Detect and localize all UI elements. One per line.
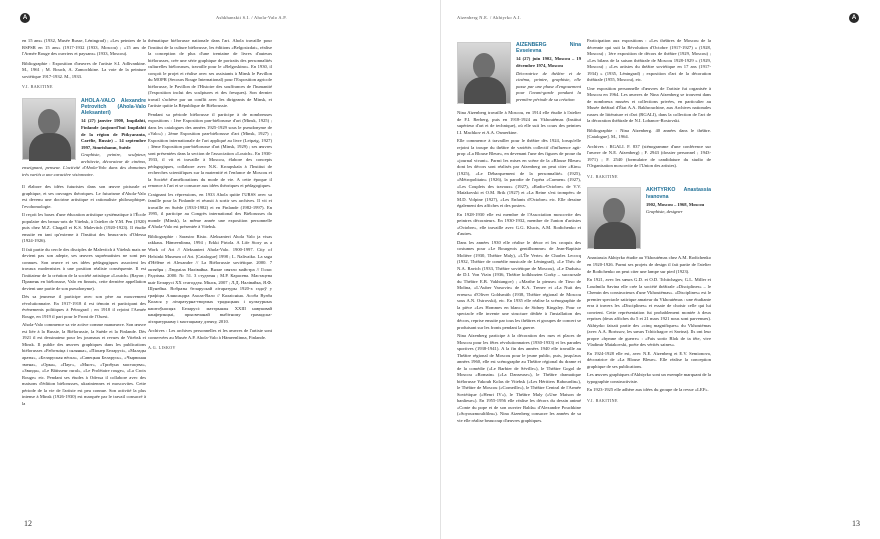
entry-dates: 14 (27) juin 1902, Moscou – 19 décembre 1974, Moscou [516, 56, 581, 68]
right-page [440, 0, 880, 539]
running-header: Ashkhanskii S.I. / Ahola-Valo A.P. [216, 15, 287, 20]
paragraph: thématique biélorusse nationale dans l'art. Ahola travaille pour l'institut de la culture biélorusse, les éditions «Belgosizdat», réalise la conception de plus d'une trentaine de livres d'auteurs biélorusses, crée une série graphique de portraits des personnalités culturelles biélorusses, travaille pour le «Belgoskino». En 1930, il conçoit le projet et réalise avec ses assistants à Minsk le Pavillon du MOPR (Secours Rouge International) pour l'Exposition agricole biélorusse, le Pavillon de l'Histoire des souffrances de l'humanité (l'exposition inclut des sculptures et des fresques). Son dernier travail s'achève par un conflit avec les dirigeants de Minsk, et l'artiste quitte la République de Biélorussie. [148, 38, 272, 109]
archives: Archives : RGALI. F. 837 (sténogramme d'une conférence sur l'œuvre de N.E. Aïzenberg) ; F. 2943 (dossier personnel ; 1943-1971) ; F. 2540 (formulaire de candidature du studio de l'Organisation moscovite de l'Union des artistes). [587, 143, 711, 169]
entry-name: AKHTYRKO Anastassia Ivanovna [646, 187, 711, 200]
paragraph: Il reçoit les bases d'une éducation artistique systématique à l'École populaire des beaux-arts de Vitebsk, à l'atelier de Y.M. Pen (1920) puis chez M.Z. Chagall et K.S. Malevitch (1920-1923). Il étudie ensuite en tant qu'externe à l'Institut des beaux-arts d'Odessa (1924-1926). [22, 212, 146, 244]
paragraph: en 15 ans» (1932, Musée Russe, Léningrad) ; «Les peintres de la RSFSR en 15 ans» (1917-1932 (1933, Moscou) ; «15 ans de l'Armée Rouge des ouvriers et paysans» (1933, Moscou). [22, 38, 146, 57]
letter-badge: A [20, 13, 30, 23]
page-number: 13 [852, 518, 860, 528]
entry-header [587, 187, 711, 249]
paragraph: Pendant sa période biélorusse il participe à de nombreuses expositions : 1ère Exposition pan-biélorusse d'art (Minsk, 1925) ; dans les catalogues des années 1925-1929 sous le pseudonyme de «Valo») ; 2ème Exposition pan-biélorusse d'art (Minsk, 1927) ; Exposition internationale de l'art appliqué au livre (Leipzig, 1927) ; 3ème Exposition pan-biélorusse d'art (Minsk, 1929) ; ses œuvres sont présentées dans la section de l'association «Loutch». En 1930-1933, il vit et travaille à Moscou, élabore des concepts pédagogiques, collabore avec N.K. Kroupskaïa à l'Institut de recherches scientifiques sur la maternité et l'enfance de Moscou et la Société d'améliorations du mode de vie. A cette époque il renonce à l'art et se consacre aux idées théoriques et pédagogiques. [148, 111, 272, 189]
author-signature: V.I. RAKITINE [587, 397, 618, 403]
paragraph: En 1928-1930 elle est membre de l'Association moscovite des peintres décorateurs. En 1930-1932, membre de l'union d'artistes «Octobre», elle travaille avec G.G. Klucis, A.M. Rodtchenko et d'autres. [457, 211, 581, 237]
entry-dates: 1902, Moscou – 1968, Moscou [646, 201, 705, 207]
letter-badge: A [849, 13, 859, 23]
paragraph: Dans les années 1930 elle réalise le décor et les croquis des costumes pour «Le Bourgeois gentilhomme» de Jean-Baptiste Molière (1930, Théâtre Maly), «L'Île Verte» de Charles Lecocq (1932, Théâtre de comédie musicale de Léningrad), «Le Thé» de N.A. Ravich (1933, Théâtre soviétique de Moscou), «Le Duduis» de D.I. Von Vizin (1936, Théâtre kolkhozien Gorky – succursale du Théâtre E.B. Vakhtangov) ; «Marthe la pieuse» de Tirso de Molina, «L'Auber Varsovie» de K.A. Trenev et «La Nuit des erreurs» d'Oliver Goldsmith (1938, Théâtre régional de Moscou sous A.N. Ostrovski), etc. En 1935 elle réalise la scénographie de la pièce «Les Hommes en blanc» de Sidney Kingsley. Pour ce spectacle elle invente une structure dédiée à l'installation des décors, reprise ensuite par tous les théâtres et groupes de concert se produisant sur les fronts pendant la guerre. [457, 239, 581, 330]
page-number: 12 [24, 518, 32, 528]
paragraph: Une exposition personnelle d'œuvres de l'artiste fut organisée à Moscou en 1964. Les œuvres de Nina Aïzenberg se trouvent dans de nombreux musées et collections privées, en particulier au Musée théâtral d'État A.A. Bakhrouchine, aux Archives nationales russes de littérature et d'art (RGALI), dans la collection de l'art de la décoration théâtrale de N.I. Lobanov-Rostovski. [587, 85, 711, 124]
paragraph: Elle commence à travailler pour le théâtre dès 1924, lorsqu'elle rejoint la troupe du théâtre de variétés collectif d'influence agit-prop «La Blouse Bleue», en devenant l'une des figures de proue du «journal vivant». Parmi les mises en scène de la «Blouse Bleue» dont les décors sont réalisés par Aïzenberg on peut citer «Kim» (1925), «Le Débarquement de la personnalité» (1925), «Métropolitain» (1926), la parodie de l'opéra «Carmen» (1927), «Les Couplets des travaux» (1927), «Radio-Octobre» de V.V. Maïakovski et O.M. Brik (1927) et «La Reine s'est trompée» de M.D. Volpine (1927), «Les Enfants d'Octobre» etc. Elle dessine également des affiches et des posters. [457, 138, 581, 209]
paragraph: Participation aux expositions : «Les théâtres de Moscou de la décennie qui suit la Révolution d'Octobre (1917-1927) » (1928, Moscou) ; 1ère exposition de décors de théâtre (1929, Moscou) ; «Les bilans de la saison théâtrale de Moscou 1928-1929 » (1929, Moscou) ; «Les artistes du théâtre soviétique en 17 ans (1917-1934) » (1935, Léningrad) ; exposition d'art de la décoration théâtrale (1955, Moscou), etc. [587, 38, 711, 83]
paragraph: En 1923-1925 elle adhère aux idées du groupe de la revue «LEF». [587, 387, 709, 393]
paragraph: En 1921, avec les sœurs G.D. et O.D. Tchitchagov, G.L. Miller et Loudmila Savina elle crée la société théâtrale «Disciplines» – le Chemin des constructeurs d'une Vkhoutémas». «Disciplines» est le premier spectacle satirique amateur du Vkhoutémas : une étudiante erra à travers les «Disciplines» et essaie de choisir celle qui lui convient. Cette représentation fut probablement montée à deux reprises (deux affiches du 5 et 21 mars 1921 nous sont parvenues). Akhtyrko faisait partie des «cinq magnifiques» du Vkhoutémas (avec A.A. Borissov, les sœurs Tchitchagov et Savina). Ils ont leur propre «hymne de guerre» : «Fais sortir Blok de ta tête, vive Vladimir Maïakovski, poète des vérités saines». [587, 277, 711, 348]
portrait-photo [457, 42, 511, 104]
paragraph: Ahola-Valo commence sa vie active comme manœuvre. Son œuvre est liée à la Russie, la Biélorussie, la Suède et la Finlande. Dès 1921 il est dessinateur pour les journaux et revues de Vitebsk et Minsk. Il publie des œuvres graphiques dans les publications biélorusses «Работніца і сялянка», «Піонер Беларусі», «Малады араты», «Беларуская вёска», «Савецкая Беларусь», «Чырвоная змена», «Орка», «Пауг», «Мяот», «Трибуна мастацтва», «Звязда», «Le Bâtisseur rural», «Le Prolétaire rouge», «La Croix Rouge» etc. Pendant ses études à Odessa il collabore avec des maisons d'édition biélorusses, ukrainiennes et moscovites. Cette période de la vie de l'artiste est peu connue. Son activité la plus intense à Minsk (1926-1930) est marquée par le travail consacré à la [22, 322, 146, 406]
author-signature: V.I. RAKITINE [22, 84, 53, 90]
entry-role: Décoratrice de théâtre et de cinéma, peintre, graphiste, elle passe par une phase d'engouement pour l'avant-garde pendant la première période de sa création [516, 70, 581, 102]
paragraph: En 1924-1928 elle est, avec N.E. Aïzenberg et E.V. Semionova, décoratrice de «La Blouse Bleue». Elle réalise la conception graphique de ses publications. [587, 350, 711, 369]
entry-header [457, 42, 581, 104]
left-page-header [0, 11, 440, 23]
entry-role: Graphiste, designer [646, 209, 683, 215]
bibliography: Bibliographie : Sarastro Risto. Aleksanteri Ahola Valo ja visas rakkaus. Hämeenlinna, 1994 ; Erkki Pirtola. A Life Story as a Work of Art // Aleksanteri Ahola-Valo. 1900-1997. City of Helsinki Museum of Art. [Catalogue] 1998 ; L. Nalivaiko. La saga d'Hélène et Alexandre // La Biélorussie soviétique. 2000. 7 октября ; Людміла Налівайка. Вялае святло майстра // Голас Радзімы. 2000. № 51. 3 студзеня ; М.Р. Карасева. Мастацтва кніг Беларусі XX стагоддзя. Мінск, 2007 ; Л.Д. Налівайка, Я.Ф. Шунейка. Вобразы беларускай літаратуры 1920-х гадоў у графіцы Аляксандра Ахола-Вало // Калаісніна. Асоба Вуаба Колася у літаратурна-творчых традыцыях і культурных каштоўнасцях Беларусі: матэрыялы XXIII навуковай канферэнцыі, прысвечанай выбітному грамадска-літаратурнаму і мастацкаму дзеячу, 2010. [148, 233, 272, 324]
archives: Archives : Les archives personnelles et les œuvres de l'artiste sont conservées au Musée A.P. Ahola-Valo à Hämeenlinna, Finlande. [148, 328, 272, 340]
running-header: Aïzenberg N.E. / Akhtyrko A.I. [457, 15, 522, 20]
author-signature: A.G. LISKOV [148, 345, 176, 351]
entry-role: Graphiste, peintre, sculpteur, architecte, décorateur de cinéma, enseignant, penseur. L'activité d'Ahola-Valo dans des domaines très variés a une caractère visionnaire. [22, 152, 146, 177]
left-column-2 [148, 38, 272, 359]
bibliography: Bibliographie : Exposition d'œuvres de l'artiste S.I. Adlivankine. M., 1961 ; M. Bouch, A. Zamochkine. La voie de la peinture soviétique 1917-1932. M., 1933. [22, 60, 146, 79]
right-page-header [441, 11, 880, 23]
paragraph: Craignant les répressions, en 1933 Ahola quitte l'URSS avec sa famille pour la Finlande et réussit à sortir ses archives. Il vit et travaille en Suède (1933-1982) et en Finlande (1982-1997). En 1995, il participe au Congrès international des Biélorusses du monde (Minsk), la même année une exposition personnelle d'Ahola-Valo est présentée à Vitebsk. [148, 191, 272, 230]
portrait-photo [22, 98, 76, 160]
paragraph: Il fait partie du cercle des disciples de Malevitch à Vitebsk mais ne devient pas son adepte, ses œuvres suprématistes ne sont pas connues. Son œuvre et ses idées pédagogiques associent les travaux modernistes à une position réaliste conséquente. Il est l'initiateur de la création de la société artistique «Loutch» (Rayon ; Прамень en biélorusse, Valo en finnois, cette dernière appellation devient une partie de son pseudonyme). [22, 246, 146, 291]
left-column-1 [22, 38, 146, 409]
portrait-photo [587, 187, 641, 249]
right-column-2 [587, 38, 711, 411]
entry-name: AHOLA-VALO Alexandre Petrovitch (Ahola-Valo Aleksanteri) [81, 97, 146, 117]
paragraph: Nina Aïzenberg participe à la décoration des rues et places de Moscou pour les fêtes révolutionnaires (1930-1933) et les parades sportives (1938-1941). A la fin des années 1940 elle travaille au Théâtre régional de Moscou pour le jeune public, puis, jusqu'aux années 1960, elle est scénographe au Théâtre régional du drame et de la comédie («Le Barbier de Séville»), le Théâtre Gogol de Moscou «Romain» («La Danseuse»), le Théâtre dramatique biélorusse Yakoub Kolas de Vitebsk («Les Héritiers Rabourdin»), le Théâtre de Moscou («Corneille»), le Théâtre Central de l'Armée Soviétique («Henri IV»), le Théâtre Maly («Une Maison de banlieue»). En 1955-1956 elle réalise les décors du dessin animé «Conte du pope et de son ouvrier Balda» d'Alexandre Pouchkine («Soyouzmoultfilm»). Nina Aïzenberg consacre les années de sa vie elle réalise beaucoup d'œuvres graphiques. [457, 333, 581, 423]
bibliography: Bibliographie : Nina Aïzenberg. 40 années dans le théâtre. [Catalogue]. M., 1964. [587, 127, 711, 140]
paragraph: Il élabore des idées futuristes dans son œuvre picturale et graphique, et ses ouvrages théoriques. Le futurisme d'Ahola-Valo est devenu une doctrine artistique et rationaliste philosophique, l'evohomologie. [22, 184, 146, 209]
entry-dates: 14 (27) janvier 1900, Impilahti, Finlande (aujourd'hui Impilahti de la région de Pitkyaranta, Carélie, Russie) – 14 septembre 1997, Simrishamn, Suède [81, 118, 146, 150]
entry-header [22, 98, 146, 178]
entry-name: AÏZENBERG Nina Evseievna [516, 42, 581, 55]
right-column-1 [457, 38, 581, 426]
author-signature: V.I. RAKITINE [587, 173, 618, 179]
paragraph: Nina Aïzenberg travaille à Moscou, en 1914 elle étudie à l'atelier de F.I. Rerberg, puis en 1918-1924 au Vkhoutémas (Institut supérieur d'art et de technique), où elle suit les cours des peintres I.I. Machkov et A.A. Osmerkine. [457, 110, 581, 135]
paragraph: Anastassia Akhtyrko étudie au Vkhoutémas chez A.M. Rodtchenko en 1920-1926. Parmi ses projets de design il fait partie de l'atelier de Rodtchenko on peut citer une lampe sur pied (1923). [587, 255, 711, 274]
paragraph: Dès sa jeunesse il participe avec son père au mouvement révolutionnaire. En 1917-1918 il est témoin et participant des événements politiques à Pétrograd ; en 1918 il rejoint l'Armée Rouge, en 1919 il part pour le Front de l'Ouest. [22, 294, 146, 319]
paragraph: Les œuvres graphiques d'Akhtyrko sont un exemple marquant de la typographie constructiviste. [587, 372, 711, 384]
